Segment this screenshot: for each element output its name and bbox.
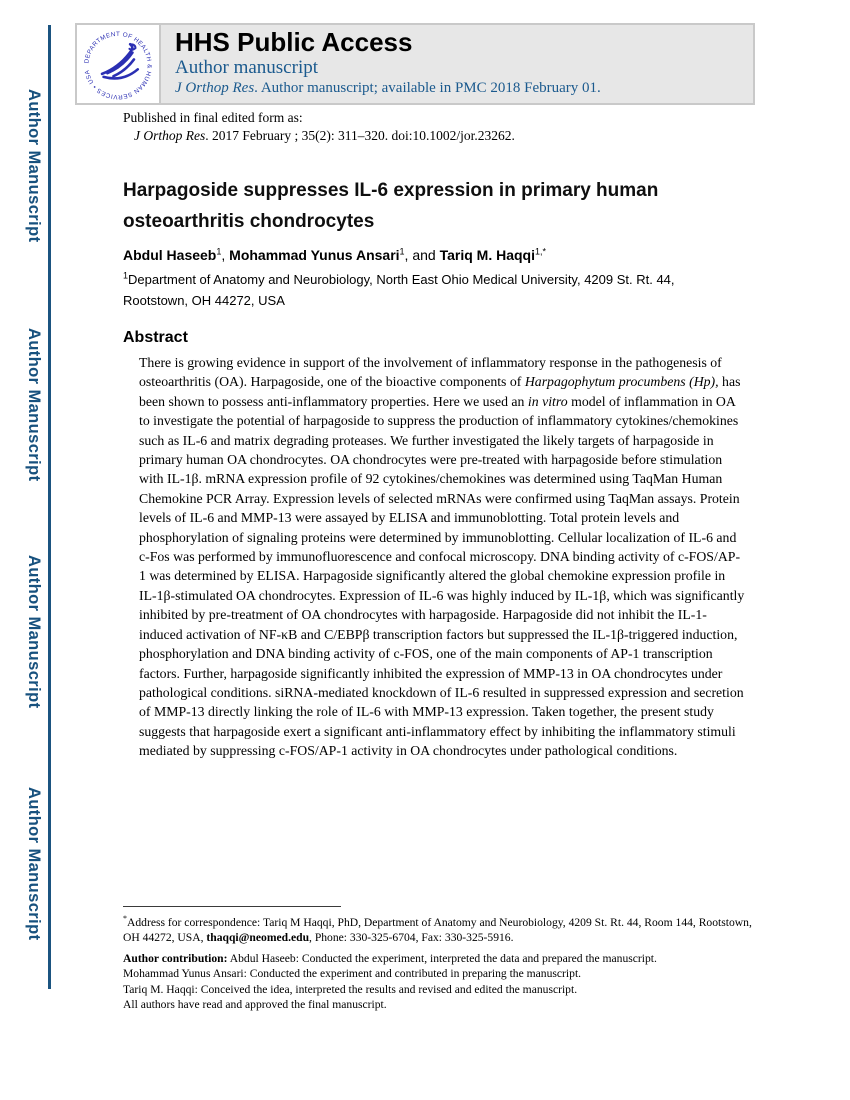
footnotes [123,915,763,1012]
author-name-1: Abdul Haseeb [123,247,217,263]
contribution-text-2: Mohammad Yunus Ansari: Conducted the experiment and contributed in preparing the manuscript. [123,967,582,981]
sidebar-rule [48,25,51,989]
footnote-rule [123,906,341,907]
contribution-text-1: Abdul Haseeb: Conducted the experiment, interpreted the data and prepared the manuscript. [227,951,657,965]
abstract-italic-2: in vitro [527,393,568,409]
affiliation-sup: 1 [123,270,129,281]
availability-text: . Author manuscript; available in PMC 2018 February 01. [254,80,601,96]
header-banner [75,23,755,105]
contribution-label: Author contribution: [123,951,228,965]
author-list [123,247,546,263]
citation-journal: J Orthop Res [134,127,206,143]
sidebar-watermark-2: Author Manuscript [25,328,43,482]
author-sup-2: 1 [399,246,405,257]
header-title: HHS Public Access [175,27,413,57]
contribution-text-4: All authors have read and approved the final manuscript. [123,998,387,1012]
article-title: Harpagoside suppresses IL-6 expression in primary human osteoarthritis chondrocytes [123,180,659,232]
journal-name: J Orthop Res [175,80,255,96]
affiliation-text: Department of Anatomy and Neurobiology, North East Ohio Medical University, 4209 St. Rt. 44, Rootstown, OH 44272, USA [123,272,675,308]
sidebar-watermark-3: Author Manuscript [25,555,43,709]
correspondence-note [123,915,763,946]
author-sep-1: , [221,247,230,263]
hhs-eagle-icon [102,44,138,78]
citation-line [123,127,515,145]
abstract-segment-3: model of inflammation in OA to investigate the potential of harpagoside to suppress the production of inflammatory cytokines/chemokines such as IL-6 and matrix degrading proteases. We further investigated the likely targets of harpagoside in primary human OA chondrocytes. OA chondrocytes were pre-treated with harpagoside before stimulation with IL-1β. mRNA expression profile of 92 cytokines/chemokines was determined using TaqMan Human Chemokine PCR Array. Expression levels of selected mRNAs were confirmed using TaqMan assays. Protein levels of IL-6 and MMP-13 were assayed by ELISA and immunoblotting. Total protein levels and phosphorylation of signaling proteins were determined by immunoblotting. Cellular localization of IL-6 and c-Fos was performed by immunofluorescence and confocal microscopy. DNA binding activity of c-FOS/AP-1 was determined by ELISA. Harpagoside significantly altered the global chemokine expression profile in IL-1β-stimulated OA chondrocytes. Expression of IL-6 was highly induced by IL-1β, which was significantly inhibited by pre-treatment of OA chondrocytes with harpagoside. Harpagoside did not inhibit the IL-1-induced activation of NF-κB and C/EBPβ transcription factors but suppressed the IL-1β-triggered induction, phosphorylation and DNA binding activity of c-FOS, one of the main components of AP-1 transcription factors. Further, harpagoside significantly inhibited the expression of MMP-13 in OA chondrocytes under pathological conditions. siRNA-mediated knockdown of IL-6 resulted in suppressed expression and secretion of MMP-13 directly linking the role of IL-6 with MMP-13 expression. Taken together, the present study suggests that harpagoside exert a significant anti-inflammatory effect by inhibiting the inflammatory stimuli mediated by suppressing c-FOS/AP-1 activity in OA chondrocytes under pathological conditions. [139,393,745,759]
correspondence-text: Address for correspondence: Tariq M Haqqi, PhD, Department of Anatomy and Neurobiology, 4209 St. Rt. 44, Room 144, Rootstown, OH 44272, USA, [123,916,752,945]
author-sup-1: 1 [216,246,222,257]
correspondence-phone-fax: , Phone: 330-325-6704, Fax: 330-325-5916. [309,931,514,945]
citation-details: . 2017 February ; 35(2): 311–320. doi:10.1002/jor.23262. [205,127,515,143]
sidebar-watermark-4: Author Manuscript [25,787,43,941]
abstract-italic-1: Harpagophytum procumbens (Hp), [524,374,719,390]
header-text [161,25,601,103]
affiliation [123,269,743,311]
abstract-heading: Abstract [123,329,188,346]
header-subtitle: Author manuscript [175,57,319,78]
author-sep-2: , and [404,247,440,263]
asterisk-mark: * [123,914,127,924]
citation-block [123,109,515,144]
author-sup-3: 1,* [535,246,547,257]
contribution-text-3: Tariq M. Haqqi: Conceived the idea, interpreted the results and revised and edited the manuscript. [123,982,578,996]
correspondence-email: thaqqi@neomed.edu [206,931,310,945]
hhs-logo [80,26,156,102]
contribution-note [123,951,763,966]
hhs-logo-box [77,25,161,103]
abstract-segment-1: There is growing evidence in support of the involvement of inflammatory response in the pathogenesis of osteoarthritis (OA). Harpagoside, one of the bioactive components of [139,355,722,390]
author-name-2: Mohammad Yunus Ansari [229,247,400,263]
author-name-3: Tariq M. Haqqi [439,247,535,263]
header-availability [175,79,601,97]
hhs-logo-ring-text: DEPARTMENT OF HEALTH & HUMAN SERVICES • USA [83,30,153,101]
sidebar-watermark-1: Author Manuscript [25,89,43,243]
abstract-segment-2: has been shown to possess anti-inflammatory properties. Here we used an [139,374,741,409]
published-label: Published in final edited form as: [123,110,303,125]
abstract-text [139,353,745,761]
